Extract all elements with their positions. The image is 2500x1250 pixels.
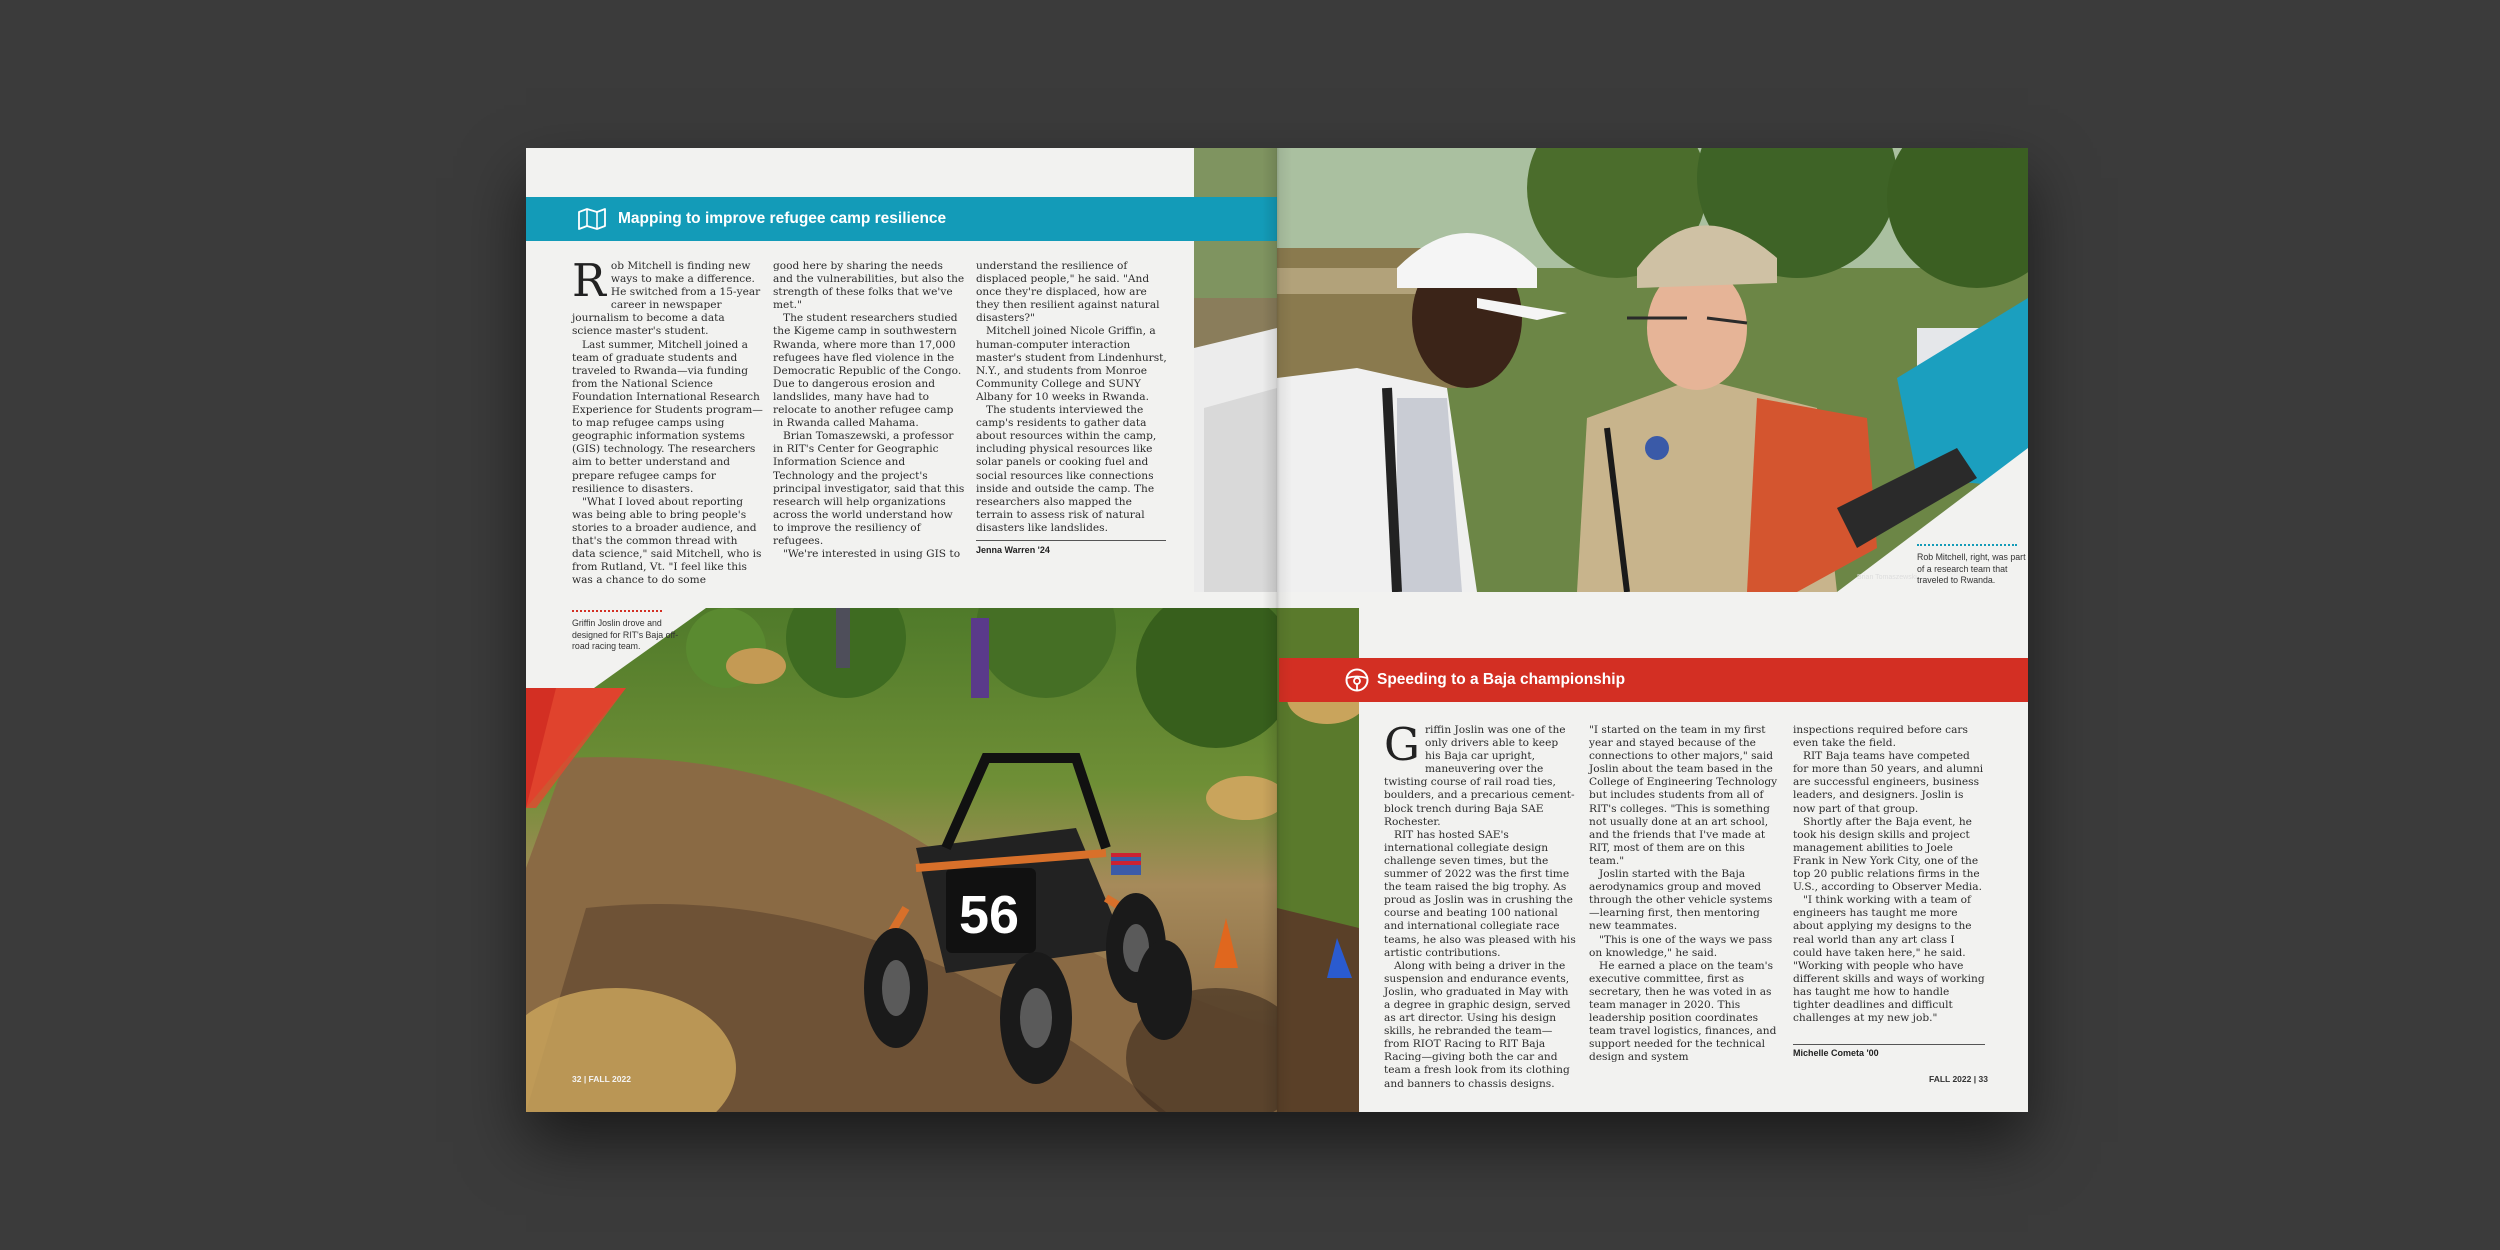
photo-credit: Brian Tomaszewski bbox=[1857, 574, 1917, 581]
refugee-column-2 bbox=[773, 260, 965, 561]
baja-car-photo bbox=[526, 608, 1277, 1112]
left-folio: 32 | FALL 2022 bbox=[572, 1074, 631, 1084]
caption-dots bbox=[1917, 544, 2017, 546]
paragraph: "What I loved about reporting was being able to bring people's stories to a broader audience, and that's the common thread with data science," said Mitchell, who is from Rutland, Vt. "I feel like this was a chance to do some bbox=[572, 495, 762, 587]
paragraph: He earned a place on the team's executive committee, first as secretary, then he was voted in as team manager in 2020. This leadership position coordinates team travel logistics, finances, and support needed for the technical design and system bbox=[1589, 959, 1777, 1064]
paragraph: The student researchers studied the Kigeme camp in southwestern Rwanda, where more than 17,000 refugees have fled violence in the Democratic Republic of the Congo. Due to dangerous erosion and landslides, many have had to relocate to another refugee camp in Rwanda called Mahama. bbox=[773, 312, 962, 430]
paragraph: The students interviewed the camp's residents to gather data about resources within the camp, including physical resources like solar panels or cooking fuel and social resources like connections inside and outside the camp. The researchers also mapped the terrain to assess risk of natural disasters like landslides. bbox=[976, 404, 1157, 534]
car-number: 56 bbox=[959, 885, 1020, 945]
baja-column-1 bbox=[1384, 718, 1576, 1091]
paragraph: Along with being a driver in the suspension and endurance events, Joslin, who graduated in May with a degree in graphic design, served as art director. Using his design skills, he rebranded the team—from RIOT Racing to RIT Baja Racing—giving both the car and team a fresh look from its clothing and banners to chassis designs. bbox=[1384, 959, 1571, 1090]
dropcap: R bbox=[572, 254, 606, 307]
paragraph: ob Mitchell is finding new ways to make a difference. He switched from a 15-year career in newspaper journalism to become a data science master's student. bbox=[572, 260, 761, 338]
paragraph: Shortly after the Baja event, he took his design skills and project management abilities to Joele Frank in New York City, one of the top 20 public relations firms in the U.S., according to Observer Media. bbox=[1793, 815, 1982, 894]
magazine-spread bbox=[526, 148, 2028, 1112]
baja-column-3 bbox=[1793, 724, 1985, 1025]
right-folio: FALL 2022 | 33 bbox=[1929, 1074, 1988, 1084]
right-page bbox=[1277, 148, 2028, 1112]
byline-rule bbox=[1793, 1044, 1985, 1045]
baja-column-2 bbox=[1589, 724, 1781, 1064]
paragraph: "I think working with a team of engineers has taught me more about applying my designs to the real world than any art class I could have taken here," he said. "Working with people who have different skills and ways of working has taught me how to handle tighter deadlines and difficult challenges at my new job." bbox=[1793, 894, 1985, 1025]
paragraph: "We're interested in using GIS to bbox=[783, 548, 961, 561]
refugee-column-3 bbox=[976, 260, 1168, 535]
paragraph: Last summer, Mitchell joined a team of graduate students and traveled to Rwanda—via funding from the National Science Foundation International Research Experience for Students program—to map refugee camps using geographic information systems (GIS) technology. The researchers aim to better understand and prepare refugee camps for resilience to disasters. bbox=[572, 338, 763, 495]
paragraph: Joslin started with the Baja aerodynamics group and moved through the other vehicle systems—learning first, then mentoring new teammates. bbox=[1589, 868, 1773, 933]
paragraph: RIT has hosted SAE's international collegiate design challenge seven times, but the summer of 2022 was the first time the team raised the big trophy. As proud as Joslin was in crushing the course and beating 100 national and international collegiate race teams, he also was pleased with his artistic contributions. bbox=[1384, 828, 1576, 959]
mitchell-photo bbox=[1277, 148, 2028, 592]
byline: Jenna Warren '24 bbox=[976, 545, 1050, 555]
paragraph: "I started on the team in my first year and stayed because of the connections to other majors," said Joslin about the team based in the College of Engineering Technology but includes students from all of RIT's colleges. "This is something not usually done at an art school, and the friends that I've made at RIT, most of them are on this team." bbox=[1589, 724, 1778, 867]
baja-story-banner bbox=[1279, 658, 2028, 702]
baja-photo-caption: Griffin Joslin drove and designed for RIT's Baja off-road racing team. bbox=[572, 618, 679, 651]
paragraph: understand the resilience of displaced people," he said. "And once they're displaced, how are they then resilient against natural disasters?" bbox=[976, 260, 1160, 325]
map-icon bbox=[568, 208, 616, 230]
byline: Michelle Cometa '00 bbox=[1793, 1048, 1879, 1058]
paragraph: inspections required before cars even take the field. bbox=[1793, 724, 1968, 750]
steering-wheel-icon bbox=[1339, 667, 1375, 693]
byline-rule bbox=[976, 540, 1166, 541]
paragraph: "This is one of the ways we pass on knowledge," he said. bbox=[1589, 933, 1773, 959]
caption-dots bbox=[572, 610, 662, 612]
baja-story-title: Speeding to a Baja championship bbox=[1377, 671, 1626, 688]
refugee-story-title: Mapping to improve refugee camp resilience bbox=[618, 210, 947, 227]
left-page bbox=[526, 148, 1277, 1112]
paragraph: good here by sharing the needs and the vulnerabilities, but also the strength of these folks that we've met." bbox=[773, 260, 965, 312]
dropcap: G bbox=[1384, 718, 1420, 771]
paragraph: Mitchell joined Nicole Griffin, a human-computer interaction master's student from Lindenhurst, N.Y., and students from Monroe Community College and SUNY Albany for 10 weeks in Rwanda. bbox=[976, 325, 1167, 403]
refugee-column-1 bbox=[572, 254, 764, 587]
paragraph: Brian Tomaszewski, a professor in RIT's Center for Geographic Information Science and Technology and the project's principal investigator, said that this research will help organizations across the world understand how to improve the resiliency of refugees. bbox=[773, 430, 965, 547]
paragraph: riffin Joslin was one of the only drivers able to keep his Baja car upright, maneuvering over the twisting course of rail road ties, boulders, and a precarious cement-block trench during Baja SAE Rochester. bbox=[1384, 724, 1575, 828]
refugee-story-banner bbox=[526, 197, 1277, 241]
mitchell-photo-caption: Rob Mitchell, right, was part of a research team that traveled to Rwanda. bbox=[1917, 552, 2026, 585]
paragraph: RIT Baja teams have competed for more than 50 years, and alumni are successful engineers, business leaders, and designers. Joslin is now part of that group. bbox=[1793, 750, 1984, 815]
